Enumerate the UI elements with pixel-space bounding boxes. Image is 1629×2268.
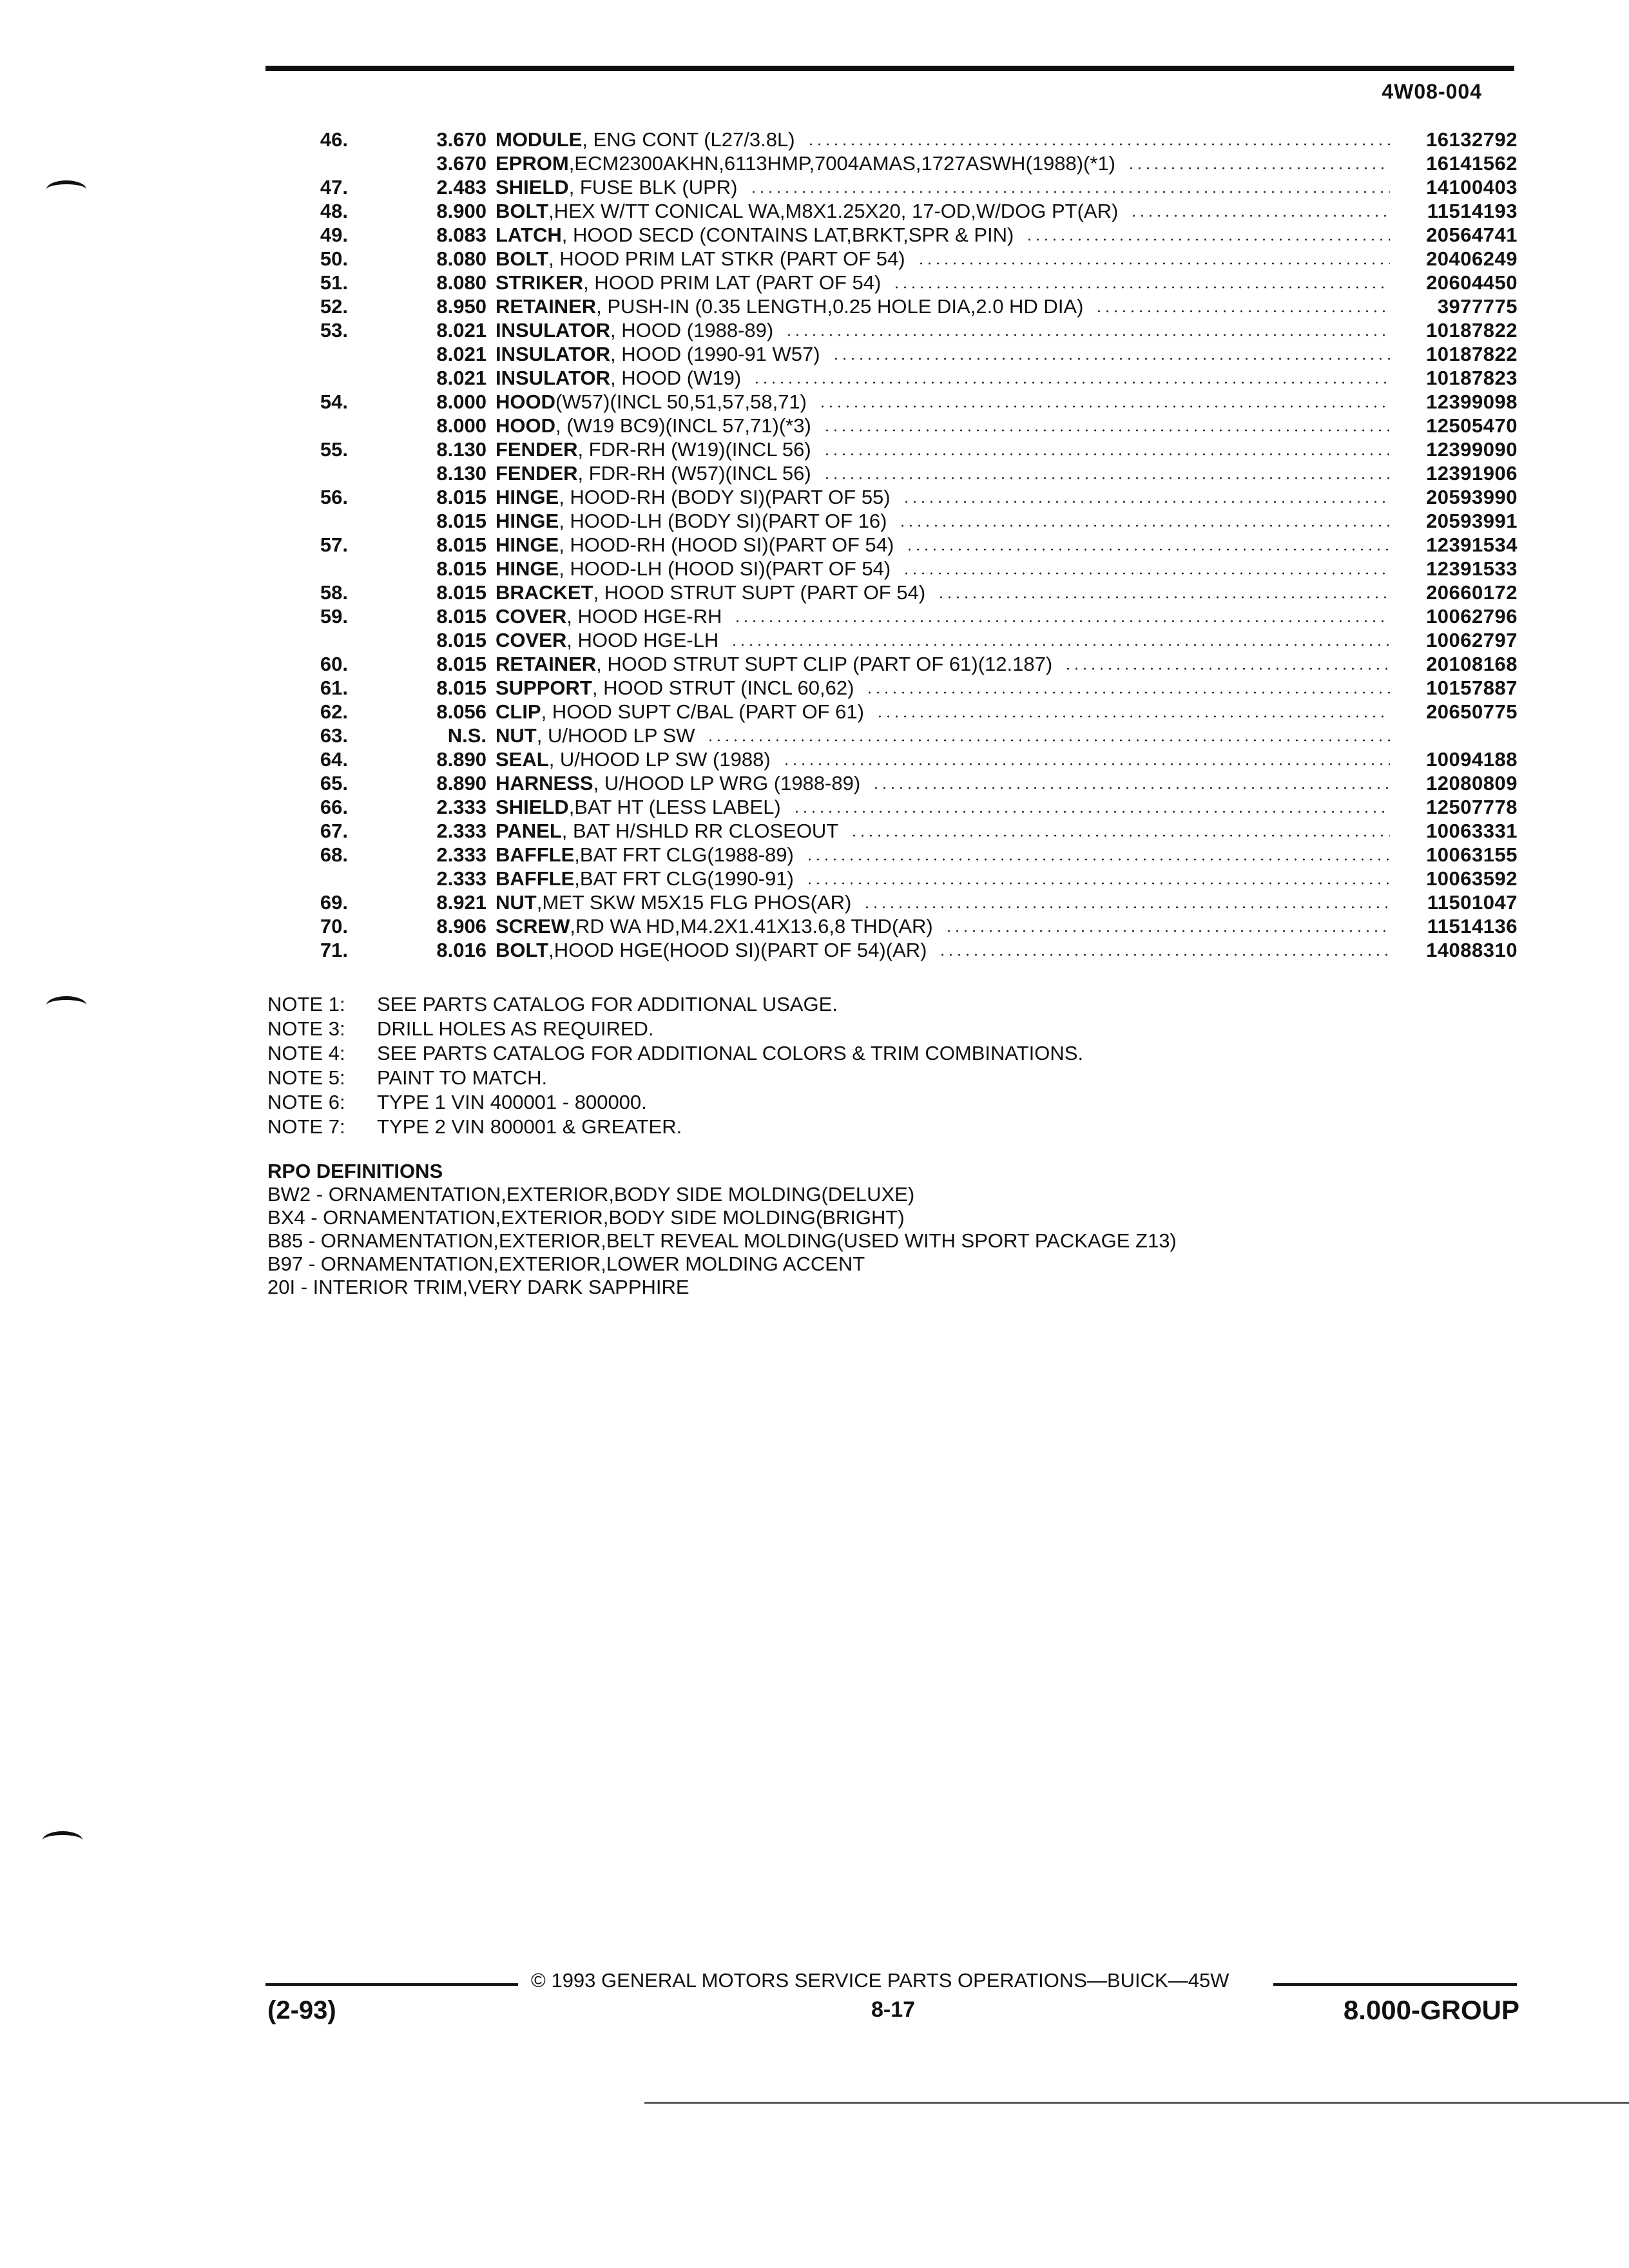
group-number: 8.921 (436, 891, 487, 914)
part-number: 10187823 (1426, 367, 1518, 389)
ref-number: 55. (320, 438, 348, 461)
part-description: ,ECM2300AKHN,6113HMP,7004AMAS,1727ASWH(1988)(*1) (568, 152, 1116, 175)
group-number: N.S. (447, 724, 487, 747)
rpo-definitions (267, 1160, 1177, 1299)
group-number: 2.333 (436, 820, 487, 842)
ref-number: 50. (320, 247, 348, 270)
dot-leader (832, 358, 1390, 360)
group-number: 8.021 (436, 319, 487, 341)
note-label: NOTE 7: (267, 1115, 345, 1138)
ref-number: 54. (320, 390, 348, 413)
ref-number: 67. (320, 820, 348, 842)
group-number: 8.083 (436, 224, 487, 246)
rpo-item: BW2 - ORNAMENTATION,EXTERIOR,BODY SIDE MOLDING(DELUXE) (267, 1183, 915, 1206)
dot-leader (1064, 668, 1390, 670)
part-name: BOLT (496, 200, 549, 222)
part-name: SHIELD (496, 796, 569, 818)
part-number: 10063155 (1426, 843, 1518, 866)
group-number: 8.130 (436, 462, 487, 485)
part-number: 14100403 (1426, 176, 1518, 198)
parts-row (284, 342, 1518, 366)
part-name: NUT (496, 891, 537, 914)
part-name: FENDER (496, 462, 578, 485)
group-number: 8.015 (436, 486, 487, 508)
part-name: BOLT (496, 247, 549, 270)
dot-leader (1130, 215, 1390, 217)
parts-row (284, 485, 1518, 509)
part-number: 10157887 (1426, 677, 1518, 699)
part-name: BRACKET (496, 581, 593, 604)
note-label: NOTE 4: (267, 1042, 345, 1064)
part-number: 20108168 (1426, 653, 1518, 675)
part-name: COVER (496, 605, 567, 628)
scan-mark (46, 996, 86, 1014)
part-name: CLIP (496, 700, 541, 723)
ref-number: 56. (320, 486, 348, 508)
part-number: 12507778 (1426, 796, 1518, 818)
note-text: TYPE 2 VIN 800001 & GREATER. (377, 1115, 682, 1138)
part-description: ,RD WA HD,M4.2X1.41X13.6,8 THD(AR) (570, 915, 933, 937)
part-number: 10062797 (1426, 629, 1518, 651)
part-name: HINGE (496, 557, 559, 580)
group-number: 8.900 (436, 200, 487, 222)
dot-leader (850, 834, 1390, 837)
part-number: 12391533 (1426, 557, 1518, 580)
part-description: , ENG CONT (L27/3.8L) (582, 128, 795, 151)
dot-leader (823, 453, 1390, 456)
parts-row (284, 414, 1518, 437)
part-name: SEAL (496, 748, 549, 771)
footer-rule-left (265, 1983, 518, 1986)
bottom-rule (644, 2102, 1629, 2104)
note-text: TYPE 1 VIN 400001 - 800000. (377, 1091, 647, 1113)
part-description: , HOOD-LH (BODY SI)(PART OF 16) (559, 510, 887, 532)
part-number: 10063592 (1426, 867, 1518, 890)
parts-row (284, 557, 1518, 581)
parts-row (284, 747, 1518, 771)
part-description: , HOOD PRIM LAT STKR (PART OF 54) (548, 247, 905, 270)
part-description: ,BAT FRT CLG(1990-91) (574, 867, 794, 890)
ref-number: 48. (320, 200, 348, 222)
part-number: 10187822 (1426, 319, 1518, 341)
part-name: COVER (496, 629, 567, 651)
part-description: , HOOD-LH (HOOD SI)(PART OF 54) (559, 557, 891, 580)
part-description: , FDR-RH (W57)(INCL 56) (577, 462, 811, 485)
dot-leader (807, 143, 1390, 146)
part-name: INSULATOR (496, 343, 610, 365)
ref-number: 46. (320, 128, 348, 151)
part-name: HOOD (496, 390, 555, 413)
ref-number: 47. (320, 176, 348, 198)
part-number: 12399098 (1426, 390, 1518, 413)
note-line (267, 992, 1083, 1017)
part-name: PANEL (496, 820, 562, 842)
footer-rule-right (1273, 1983, 1517, 1986)
ref-number: 61. (320, 677, 348, 699)
dot-leader (945, 930, 1390, 932)
part-number: 20650775 (1426, 700, 1518, 723)
dot-leader (823, 477, 1390, 479)
group-number: 2.483 (436, 176, 487, 198)
group-number: 8.016 (436, 939, 487, 961)
parts-row (284, 294, 1518, 318)
part-name: HOOD (496, 414, 555, 437)
part-name: SCREW (496, 915, 570, 937)
note-label: NOTE 3: (267, 1017, 345, 1040)
part-description: , HOOD STRUT SUPT (PART OF 54) (593, 581, 926, 604)
rpo-list (267, 1183, 1177, 1299)
parts-row (284, 509, 1518, 533)
parts-row (284, 533, 1518, 557)
group-number: 8.000-GROUP (1343, 1995, 1519, 2025)
ref-number: 71. (320, 939, 348, 961)
dot-leader (892, 286, 1390, 289)
group-number: 8.021 (436, 343, 487, 365)
part-description: , HOOD-RH (HOOD SI)(PART OF 54) (559, 533, 894, 556)
part-number: 20564741 (1426, 224, 1518, 246)
parts-row (284, 795, 1518, 819)
part-name: INSULATOR (496, 367, 610, 389)
dot-leader (818, 405, 1390, 408)
group-number: 8.906 (436, 915, 487, 937)
part-name: INSULATOR (496, 319, 610, 341)
parts-row (284, 151, 1518, 175)
part-number: 20660172 (1426, 581, 1518, 604)
part-description: , HOOD PRIM LAT (PART OF 54) (583, 271, 882, 294)
group-number: 8.015 (436, 653, 487, 675)
dot-leader (863, 906, 1390, 908)
parts-row (284, 318, 1518, 342)
part-description: , PUSH-IN (0.35 LENGTH,0.25 HOLE DIA,2.0 HD DIA) (596, 295, 1084, 318)
part-number: 12505470 (1426, 414, 1518, 437)
part-name: SUPPORT (496, 677, 592, 699)
part-name: HINGE (496, 510, 559, 532)
dot-leader (706, 739, 1390, 742)
dot-leader (898, 524, 1390, 527)
dot-leader (749, 191, 1390, 193)
group-number: 8.000 (436, 414, 487, 437)
part-number: 12391534 (1426, 533, 1518, 556)
parts-row (284, 724, 1518, 747)
group-number: 2.333 (436, 843, 487, 866)
parts-row (284, 390, 1518, 414)
group-number: 2.333 (436, 796, 487, 818)
parts-row (284, 199, 1518, 223)
ref-number: 65. (320, 772, 348, 794)
group-number: 8.015 (436, 605, 487, 628)
part-name: BAFFLE (496, 867, 575, 890)
part-number: 12080809 (1426, 772, 1518, 794)
parts-row (284, 938, 1518, 962)
ref-number: 63. (320, 724, 348, 747)
group-number: 8.015 (436, 557, 487, 580)
top-rule (265, 66, 1514, 71)
dot-leader (902, 572, 1390, 575)
rpo-item: 20I - INTERIOR TRIM,VERY DARK SAPPHIRE (267, 1276, 689, 1298)
note-label: NOTE 5: (267, 1066, 345, 1089)
page-number: 8-17 (871, 1997, 916, 2022)
rpo-heading: RPO DEFINITIONS (267, 1160, 443, 1182)
dot-leader (753, 381, 1390, 384)
footer-date: (2-93) (267, 1996, 336, 2024)
parts-table (284, 128, 1518, 962)
part-number: 16132792 (1426, 128, 1518, 151)
part-description: , U/HOOD LP SW (1988) (548, 748, 771, 771)
part-description: , HOOD-RH (BODY SI)(PART OF 55) (559, 486, 891, 508)
dot-leader (782, 763, 1390, 765)
ref-number: 53. (320, 319, 348, 341)
ref-number: 66. (320, 796, 348, 818)
part-number: 10063331 (1426, 820, 1518, 842)
parts-row (284, 819, 1518, 843)
part-description: , BAT H/SHLD RR CLOSEOUT (561, 820, 839, 842)
note-line (267, 1017, 1083, 1041)
part-description: ,MET SKW M5X15 FLG PHOS(AR) (536, 891, 852, 914)
group-number: 8.015 (436, 629, 487, 651)
parts-row (284, 247, 1518, 271)
part-description: , FDR-RH (W19)(INCL 56) (577, 438, 811, 461)
dot-leader (1025, 238, 1390, 241)
dot-leader (902, 501, 1390, 503)
part-number: 10062796 (1426, 605, 1518, 628)
ref-number: 70. (320, 915, 348, 937)
parts-row (284, 914, 1518, 938)
group-number: 8.080 (436, 271, 487, 294)
part-number: 12399090 (1426, 438, 1518, 461)
part-number: 20406249 (1426, 247, 1518, 270)
dot-leader (865, 691, 1390, 694)
parts-row (284, 366, 1518, 390)
part-name: BOLT (496, 939, 549, 961)
part-description: , HOOD HGE-RH (566, 605, 722, 628)
parts-row (284, 175, 1518, 199)
part-description: (W57)(INCL 50,51,57,58,71) (555, 390, 807, 413)
part-description: , U/HOOD LP SW (536, 724, 695, 747)
part-name: HINGE (496, 486, 559, 508)
note-line (267, 1115, 1083, 1139)
part-description: ,HOOD HGE(HOOD SI)(PART OF 54)(AR) (548, 939, 927, 961)
part-number: 20593991 (1426, 510, 1518, 532)
ref-number: 58. (320, 581, 348, 604)
part-description: , HOOD (W19) (610, 367, 742, 389)
note-text: SEE PARTS CATALOG FOR ADDITIONAL USAGE. (377, 993, 838, 1015)
scan-mark (43, 1831, 82, 1849)
parts-row (284, 604, 1518, 628)
ref-number: 69. (320, 891, 348, 914)
parts-row (284, 628, 1518, 652)
part-number: 10187822 (1426, 343, 1518, 365)
notes-section (267, 992, 1083, 1139)
part-description: , HOOD SECD (CONTAINS LAT,BRKT,SPR & PIN) (561, 224, 1014, 246)
parts-row (284, 271, 1518, 294)
ref-number: 49. (320, 224, 348, 246)
note-line (267, 1041, 1083, 1066)
dot-leader (793, 811, 1390, 813)
part-number: 11501047 (1427, 891, 1518, 914)
part-description: , HOOD STRUT (INCL 60,62) (592, 677, 854, 699)
note-label: NOTE 1: (267, 993, 345, 1015)
part-number: 3977775 (1437, 295, 1518, 318)
part-name: FENDER (496, 438, 578, 461)
parts-row (284, 461, 1518, 485)
part-description: , (W19 BC9)(INCL 57,71)(*3) (555, 414, 811, 437)
part-name: RETAINER (496, 653, 597, 675)
ref-number: 57. (320, 533, 348, 556)
parts-row (284, 652, 1518, 676)
part-description: , HOOD SUPT C/BAL (PART OF 61) (541, 700, 864, 723)
ref-number: 62. (320, 700, 348, 723)
dot-leader (823, 429, 1390, 432)
group-number: 8.130 (436, 438, 487, 461)
dot-leader (872, 787, 1390, 789)
part-name: RETAINER (496, 295, 597, 318)
part-description: , FUSE BLK (UPR) (568, 176, 738, 198)
group-number: 2.333 (436, 867, 487, 890)
ref-number: 59. (320, 605, 348, 628)
dot-leader (733, 620, 1390, 622)
footer-copyright: © 1993 GENERAL MOTORS SERVICE PARTS OPERATIONS—BUICK—45W (531, 1969, 1229, 1992)
group-number: 8.015 (436, 533, 487, 556)
ref-number: 51. (320, 271, 348, 294)
part-number: 16141562 (1426, 152, 1518, 175)
part-number: 14088310 (1426, 939, 1518, 961)
group-number: 8.015 (436, 677, 487, 699)
dot-leader (938, 954, 1390, 956)
part-description: , HOOD HGE-LH (566, 629, 719, 651)
group-number: 8.080 (436, 247, 487, 270)
part-name: STRIKER (496, 271, 584, 294)
parts-row (284, 700, 1518, 724)
part-description: , HOOD (1988-89) (610, 319, 774, 341)
group-number: 8.056 (436, 700, 487, 723)
group-number: 8.015 (436, 510, 487, 532)
dot-leader (730, 644, 1390, 646)
group-number: 8.890 (436, 748, 487, 771)
note-line (267, 1066, 1083, 1090)
group-number: 8.015 (436, 581, 487, 604)
part-name: SHIELD (496, 176, 569, 198)
dot-leader (805, 858, 1390, 861)
rpo-item: B85 - ORNAMENTATION,EXTERIOR,BELT REVEAL MOLDING(USED WITH SPORT PACKAGE Z13) (267, 1229, 1177, 1252)
part-name: HARNESS (496, 772, 593, 794)
document-code: 4W08-004 (1382, 80, 1482, 103)
part-name: BAFFLE (496, 843, 575, 866)
dot-leader (1095, 310, 1390, 312)
parts-row (284, 676, 1518, 700)
ref-number: 52. (320, 295, 348, 318)
note-line (267, 1090, 1083, 1115)
part-number: 10094188 (1426, 748, 1518, 771)
note-text: SEE PARTS CATALOG FOR ADDITIONAL COLORS & TRIM COMBINATIONS. (377, 1042, 1084, 1064)
part-name: MODULE (496, 128, 583, 151)
part-name: EPROM (496, 152, 569, 175)
parts-row (284, 437, 1518, 461)
group-number: 8.021 (436, 367, 487, 389)
part-description: ,BAT HT (LESS LABEL) (568, 796, 781, 818)
part-description: ,HEX W/TT CONICAL WA,M8X1.25X20, 17-OD,W/DOG PT(AR) (548, 200, 1119, 222)
part-number: 20593990 (1426, 486, 1518, 508)
parts-row (284, 867, 1518, 890)
parts-row (284, 890, 1518, 914)
ref-number: 60. (320, 653, 348, 675)
part-number: 20604450 (1426, 271, 1518, 294)
note-text: PAINT TO MATCH. (377, 1066, 548, 1089)
part-number: 11514193 (1427, 200, 1518, 222)
dot-leader (937, 596, 1390, 599)
note-label: NOTE 6: (267, 1091, 345, 1113)
part-description: , HOOD STRUT SUPT CLIP (PART OF 61)(12.187) (596, 653, 1053, 675)
part-name: NUT (496, 724, 537, 747)
dot-leader (917, 262, 1390, 265)
ref-number: 64. (320, 748, 348, 771)
group-number: 8.890 (436, 772, 487, 794)
part-description: ,BAT FRT CLG(1988-89) (574, 843, 794, 866)
parts-row (284, 223, 1518, 247)
dot-leader (876, 715, 1390, 718)
dot-leader (805, 882, 1390, 885)
dot-leader (1127, 167, 1390, 169)
part-description: , U/HOOD LP WRG (1988-89) (593, 772, 861, 794)
scan-mark (46, 180, 86, 198)
note-text: DRILL HOLES AS REQUIRED. (377, 1017, 654, 1040)
parts-row (284, 581, 1518, 604)
group-number: 3.670 (436, 128, 487, 151)
part-name: HINGE (496, 533, 559, 556)
rpo-item: BX4 - ORNAMENTATION,EXTERIOR,BODY SIDE MOLDING(BRIGHT) (267, 1206, 905, 1229)
part-number: 12391906 (1426, 462, 1518, 485)
ref-number: 68. (320, 843, 348, 866)
dot-leader (785, 334, 1390, 336)
dot-leader (905, 548, 1390, 551)
group-number: 8.950 (436, 295, 487, 318)
part-number: 11514136 (1427, 915, 1518, 937)
part-description: , HOOD (1990-91 W57) (610, 343, 820, 365)
parts-row (284, 128, 1518, 151)
rpo-item: B97 - ORNAMENTATION,EXTERIOR,LOWER MOLDING ACCENT (267, 1253, 865, 1275)
group-number: 8.000 (436, 390, 487, 413)
parts-row (284, 771, 1518, 795)
parts-row (284, 843, 1518, 867)
part-name: LATCH (496, 224, 562, 246)
group-number: 3.670 (436, 152, 487, 175)
